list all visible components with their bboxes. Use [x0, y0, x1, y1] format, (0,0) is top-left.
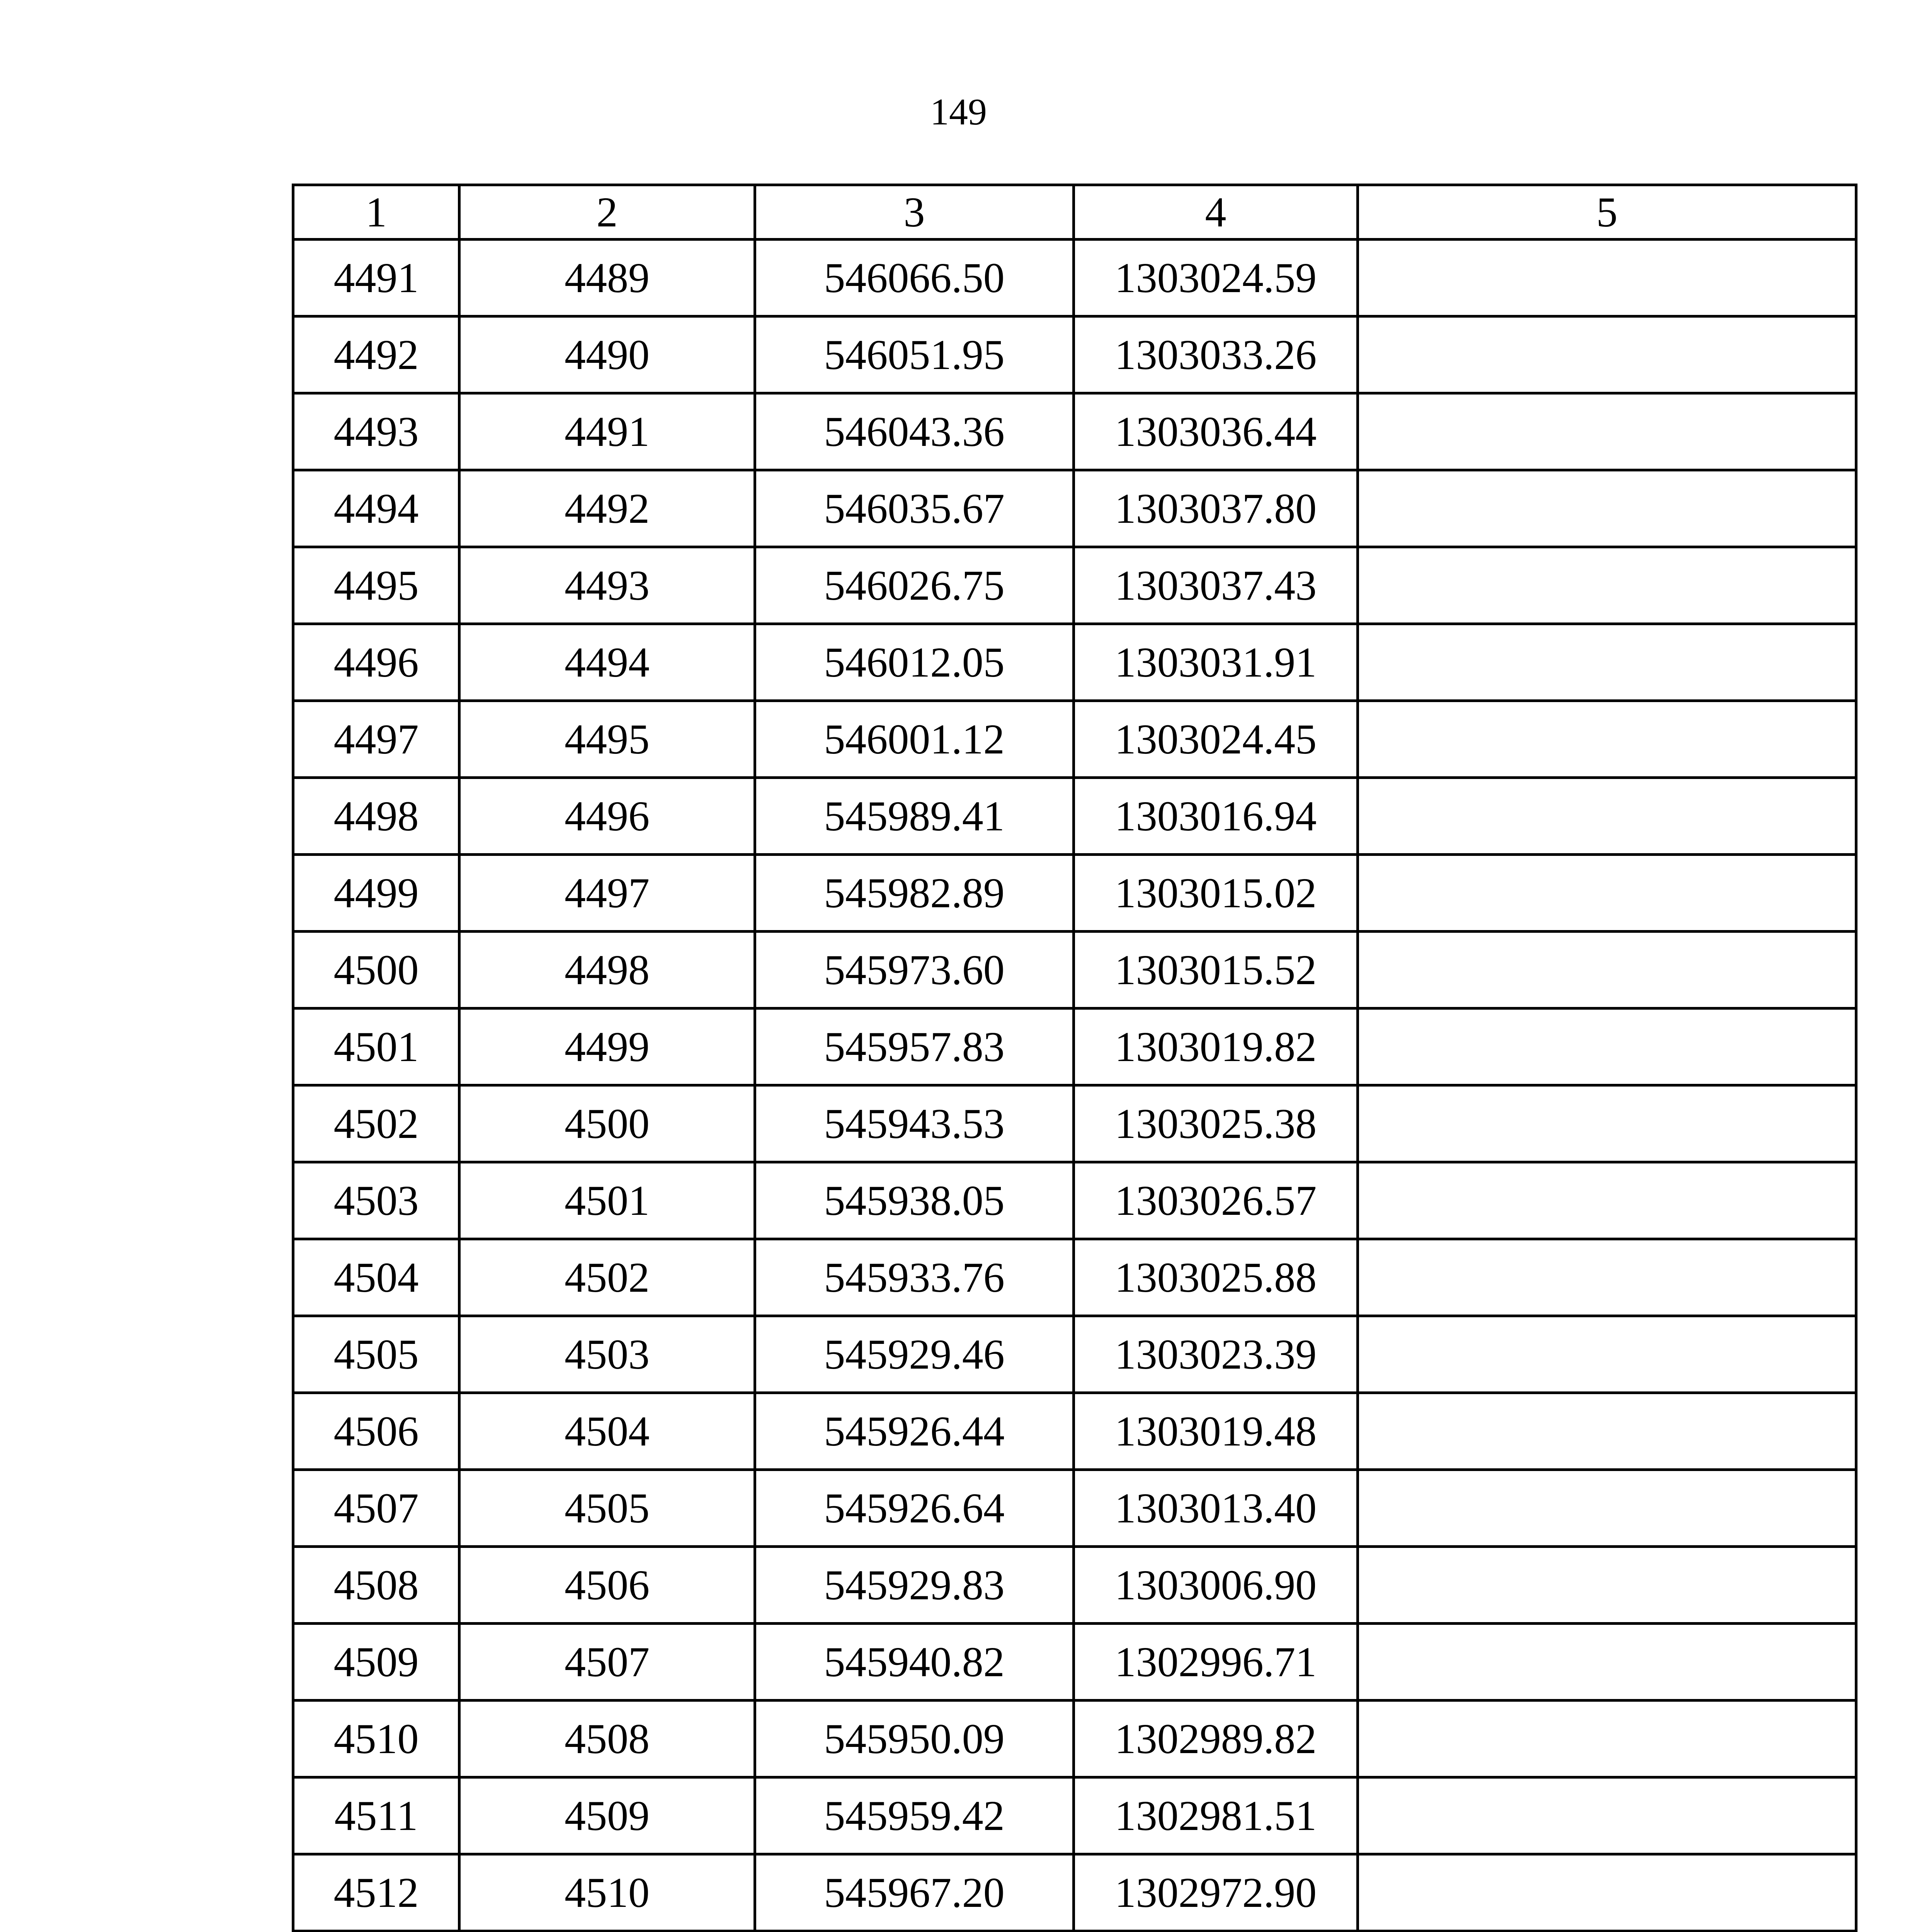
x-coordinate-cell: 545989.41: [755, 778, 1074, 855]
table-row: [293, 1547, 1856, 1624]
y-coordinate-cell: 1303019.82: [1074, 1009, 1358, 1085]
note-cell: [1358, 855, 1856, 932]
y-coordinate-cell: 1303025.88: [1074, 1239, 1358, 1316]
table-row: [293, 624, 1856, 701]
y-coordinate-cell: 1303019.48: [1074, 1393, 1358, 1470]
table-row: [293, 1393, 1856, 1470]
table-row: [293, 1316, 1856, 1393]
table-row: [293, 1009, 1856, 1085]
y-coordinate-cell: 1303015.02: [1074, 855, 1358, 932]
y-coordinate-cell: 1303006.90: [1074, 1547, 1358, 1624]
table-row: [293, 1701, 1856, 1777]
y-coordinate-cell: 1303033.26: [1074, 316, 1358, 393]
note-cell: [1358, 701, 1856, 778]
y-coordinate-cell: 1303037.43: [1074, 547, 1358, 624]
y-coordinate-cell: 1303036.44: [1074, 393, 1358, 470]
note-cell: [1358, 1162, 1856, 1239]
x-coordinate-cell: 545950.09: [755, 1701, 1074, 1777]
y-coordinate-cell: 1303016.94: [1074, 778, 1358, 855]
page-number: 149: [930, 91, 987, 133]
prev-point-cell: 4510: [459, 1854, 755, 1931]
y-coordinate-cell: 1303025.38: [1074, 1085, 1358, 1162]
prev-point-cell: 4503: [459, 1316, 755, 1393]
y-coordinate-cell: 1303026.57: [1074, 1162, 1358, 1239]
y-coordinate-cell: 1303023.39: [1074, 1316, 1358, 1393]
prev-point-cell: 4498: [459, 932, 755, 1009]
x-coordinate-cell: 546035.67: [755, 470, 1074, 547]
x-coordinate-cell: 545929.46: [755, 1316, 1074, 1393]
x-coordinate-cell: 545967.20: [755, 1854, 1074, 1931]
prev-point-cell: 4504: [459, 1393, 755, 1470]
table-header-row: [293, 185, 1856, 240]
x-coordinate-cell: 546012.05: [755, 624, 1074, 701]
table-row: [293, 1777, 1856, 1854]
y-coordinate-cell: 1303015.52: [1074, 932, 1358, 1009]
prev-point-cell: 4497: [459, 855, 755, 932]
prev-point-cell: 4499: [459, 1009, 755, 1085]
point-number-cell: 4503: [293, 1162, 459, 1239]
note-cell: [1358, 393, 1856, 470]
note-cell: [1358, 1009, 1856, 1085]
point-number-cell: 4497: [293, 701, 459, 778]
prev-point-cell: 4500: [459, 1085, 755, 1162]
point-number-cell: 4511: [293, 1777, 459, 1854]
prev-point-cell: 4494: [459, 624, 755, 701]
table-row: [293, 1085, 1856, 1162]
x-coordinate-cell: 545926.44: [755, 1393, 1074, 1470]
prev-point-cell: 4492: [459, 470, 755, 547]
prev-point-cell: 4493: [459, 547, 755, 624]
x-coordinate-cell: 545973.60: [755, 932, 1074, 1009]
note-cell: [1358, 1777, 1856, 1854]
point-number-cell: 4504: [293, 1239, 459, 1316]
prev-point-cell: 4495: [459, 701, 755, 778]
note-cell: [1358, 1854, 1856, 1931]
point-number-cell: 4498: [293, 778, 459, 855]
prev-point-cell: 4501: [459, 1162, 755, 1239]
prev-point-cell: 4489: [459, 240, 755, 316]
point-number-cell: 4500: [293, 932, 459, 1009]
table-row: [293, 701, 1856, 778]
point-number-cell: 4510: [293, 1701, 459, 1777]
y-coordinate-cell: 1303013.40: [1074, 1470, 1358, 1547]
note-cell: [1358, 778, 1856, 855]
y-coordinate-cell: 1302996.71: [1074, 1624, 1358, 1701]
note-cell: [1358, 1624, 1856, 1701]
y-coordinate-cell: 1303037.80: [1074, 470, 1358, 547]
column-header-5: 5: [1358, 185, 1856, 240]
prev-point-cell: 4506: [459, 1547, 755, 1624]
x-coordinate-cell: 545926.64: [755, 1470, 1074, 1547]
x-coordinate-cell: 546026.75: [755, 547, 1074, 624]
y-coordinate-cell: 1303031.91: [1074, 624, 1358, 701]
point-number-cell: 4509: [293, 1624, 459, 1701]
x-coordinate-cell: 545982.89: [755, 855, 1074, 932]
prev-point-cell: 4491: [459, 393, 755, 470]
x-coordinate-cell: 545938.05: [755, 1162, 1074, 1239]
table-row: [293, 855, 1856, 932]
x-coordinate-cell: 545940.82: [755, 1624, 1074, 1701]
point-number-cell: 4507: [293, 1470, 459, 1547]
note-cell: [1358, 547, 1856, 624]
point-number-cell: 4505: [293, 1316, 459, 1393]
table-row: [293, 547, 1856, 624]
note-cell: [1358, 1085, 1856, 1162]
coordinates-table: [292, 184, 1857, 1932]
point-number-cell: 4501: [293, 1009, 459, 1085]
point-number-cell: 4499: [293, 855, 459, 932]
note-cell: [1358, 1393, 1856, 1470]
column-header-3: 3: [755, 185, 1074, 240]
prev-point-cell: 4509: [459, 1777, 755, 1854]
note-cell: [1358, 316, 1856, 393]
table-row: [293, 393, 1856, 470]
column-header-2: 2: [459, 185, 755, 240]
note-cell: [1358, 1316, 1856, 1393]
prev-point-cell: 4505: [459, 1470, 755, 1547]
note-cell: [1358, 1701, 1856, 1777]
table-row: [293, 316, 1856, 393]
note-cell: [1358, 1547, 1856, 1624]
prev-point-cell: 4508: [459, 1701, 755, 1777]
point-number-cell: 4496: [293, 624, 459, 701]
prev-point-cell: 4496: [459, 778, 755, 855]
note-cell: [1358, 240, 1856, 316]
point-number-cell: 4493: [293, 393, 459, 470]
x-coordinate-cell: 545959.42: [755, 1777, 1074, 1854]
point-number-cell: 4491: [293, 240, 459, 316]
table-row: [293, 470, 1856, 547]
table-row: [293, 1162, 1856, 1239]
point-number-cell: 4508: [293, 1547, 459, 1624]
y-coordinate-cell: 1303024.45: [1074, 701, 1358, 778]
table-row: [293, 240, 1856, 316]
table-row: [293, 1470, 1856, 1547]
y-coordinate-cell: 1302981.51: [1074, 1777, 1358, 1854]
table-row: [293, 778, 1856, 855]
y-coordinate-cell: 1303024.59: [1074, 240, 1358, 316]
table-body: [293, 240, 1856, 1932]
point-number-cell: 4502: [293, 1085, 459, 1162]
column-header-4: 4: [1074, 185, 1358, 240]
x-coordinate-cell: 545933.76: [755, 1239, 1074, 1316]
x-coordinate-cell: 546001.12: [755, 701, 1074, 778]
note-cell: [1358, 470, 1856, 547]
x-coordinate-cell: 545929.83: [755, 1547, 1074, 1624]
x-coordinate-cell: 546051.95: [755, 316, 1074, 393]
table-row: [293, 932, 1856, 1009]
note-cell: [1358, 1470, 1856, 1547]
table-row: [293, 1854, 1856, 1931]
table-row: [293, 1239, 1856, 1316]
table-row: [293, 1624, 1856, 1701]
point-number-cell: 4492: [293, 316, 459, 393]
note-cell: [1358, 624, 1856, 701]
point-number-cell: 4494: [293, 470, 459, 547]
x-coordinate-cell: 545957.83: [755, 1009, 1074, 1085]
x-coordinate-cell: 545943.53: [755, 1085, 1074, 1162]
column-header-1: 1: [293, 185, 459, 240]
x-coordinate-cell: 546043.36: [755, 393, 1074, 470]
y-coordinate-cell: 1302989.82: [1074, 1701, 1358, 1777]
prev-point-cell: 4490: [459, 316, 755, 393]
point-number-cell: 4495: [293, 547, 459, 624]
y-coordinate-cell: 1302972.90: [1074, 1854, 1358, 1931]
x-coordinate-cell: 546066.50: [755, 240, 1074, 316]
prev-point-cell: 4502: [459, 1239, 755, 1316]
note-cell: [1358, 1239, 1856, 1316]
point-number-cell: 4506: [293, 1393, 459, 1470]
note-cell: [1358, 932, 1856, 1009]
point-number-cell: 4512: [293, 1854, 459, 1931]
prev-point-cell: 4507: [459, 1624, 755, 1701]
